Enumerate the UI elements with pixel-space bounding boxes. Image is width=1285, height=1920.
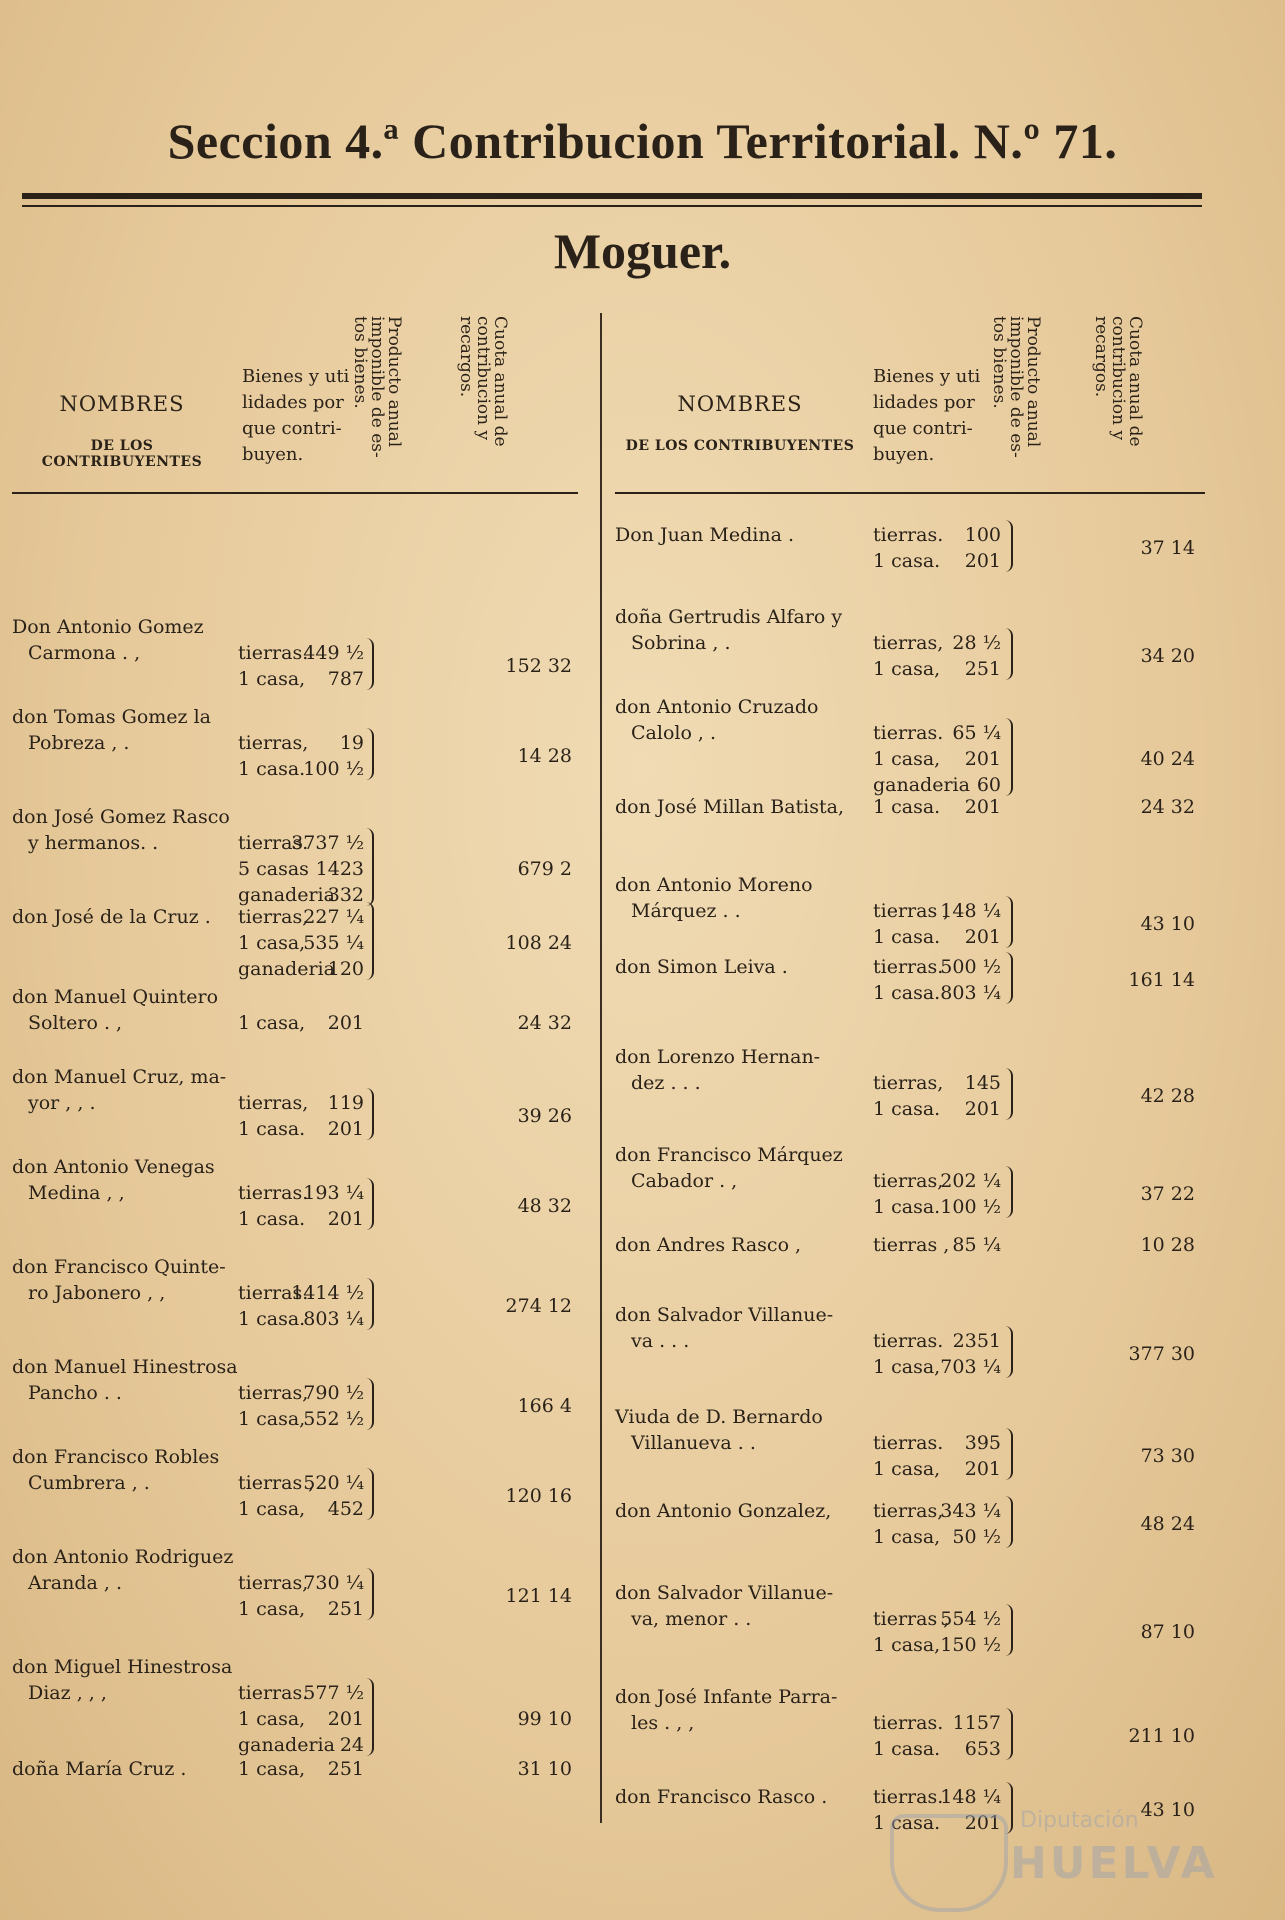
taxable-value: 150 ½ [940,1634,1001,1656]
asset-item: 1 casa. [238,1208,306,1230]
brace-mark [1005,718,1013,796]
header-bienes [242,364,349,468]
taxable-value: 653 [964,1738,1001,1760]
taxable-value: 790 ½ [303,1382,364,1404]
taxable-value: 85 ¼ [952,1234,1001,1256]
brace-mark [366,828,374,906]
asset-item: tierras. [873,1712,944,1734]
taxable-value: 201 [964,1812,1001,1834]
taxable-value: 201 [964,1098,1001,1120]
annual-quota: 161 14 [1128,969,1195,991]
taxable-value: 2351 [952,1330,1001,1352]
taxable-value: 251 [964,658,1001,680]
table-row [615,1580,1205,1658]
taxable-value: 119 [327,1092,364,1114]
asset-item: tierras. [873,956,944,978]
table-row [615,604,1205,682]
taxable-value: 202 ¼ [940,1170,1001,1192]
asset-item: 1 casa, [238,1598,306,1620]
contributor-name: don Antonio Rodriguez [12,1546,234,1568]
taxable-value: 535 ¼ [303,932,364,954]
table-row [615,872,1205,950]
annual-quota: 40 24 [1140,748,1195,770]
asset-item: 1 casa. [238,758,306,780]
asset-item: tierras. [238,1682,309,1704]
watermark-line2: HUELVA [1010,1838,1218,1889]
header-cuota-line: recargos. [1091,316,1111,398]
contributor-name: Pobreza , . [28,732,130,754]
annual-quota: 42 28 [1140,1085,1195,1107]
annual-quota: 48 24 [1140,1513,1195,1535]
taxable-value: 201 [964,1458,1001,1480]
asset-item: tierras. [238,1182,309,1204]
table-row [615,694,1205,798]
taxable-value: 520 ¼ [303,1472,364,1494]
contributor-name: Villanueva . . [631,1432,756,1454]
contributor-name: Carmona . , [28,642,141,664]
taxable-value: 145 [964,1072,1001,1094]
header-cuota [456,316,510,492]
contributor-name: don Antonio Cruzado [615,696,819,718]
asset-item: 5 casas [238,858,309,880]
table-row [12,704,578,782]
contributor-name: don José de la Cruz . [12,906,211,928]
taxable-value: 201 [964,796,1001,818]
brace-mark [1005,1068,1013,1120]
asset-item: ganaderia [238,1734,335,1756]
contributor-name: don Francisco Rasco . [615,1786,828,1808]
header-bienes-line: Bienes y uti [242,366,350,387]
taxable-value: 803 ¼ [940,982,1001,1004]
asset-item: 1 casa, [238,1498,306,1520]
taxable-value: 50 ½ [952,1526,1001,1548]
left-table-header [12,310,578,494]
taxable-value: 201 [327,1012,364,1034]
brace-mark [1005,1496,1013,1548]
contributor-name: don Francisco Robles [12,1446,220,1468]
asset-item: 1 casa. [873,982,941,1004]
brace-mark [1005,628,1013,680]
taxable-value: 1414 ½ [291,1282,364,1304]
annual-quota: 166 4 [517,1395,572,1417]
contributor-name: Don Juan Medina . [615,524,794,546]
taxable-value: 201 [327,1208,364,1230]
contributor-name: va, menor . . [631,1608,752,1630]
table-row [615,1142,1205,1220]
annual-quota: 377 30 [1128,1343,1195,1365]
contributor-name: Viuda de D. Bernardo [615,1406,823,1428]
header-rule-thin [22,205,1202,207]
annual-quota: 120 16 [505,1485,572,1507]
taxable-value: 148 ¼ [940,1786,1001,1808]
contributor-name: doña María Cruz . [12,1758,187,1780]
contributor-name: yor , , . [28,1092,96,1114]
asset-item: tierras. [873,524,944,546]
taxable-value: 28 ½ [952,632,1001,654]
header-producto-line: tos bienes. [350,316,370,409]
asset-item: 1 casa. [873,550,941,572]
asset-item: 1 casa. [873,1738,941,1760]
brace-mark [1005,896,1013,948]
asset-item: tierras. [873,1330,944,1352]
taxable-value: 100 ½ [940,1196,1001,1218]
asset-item: tierras. [873,1786,944,1808]
taxable-value: 193 ¼ [303,1182,364,1204]
brace-mark [1005,1428,1013,1480]
table-row [615,1232,1205,1258]
asset-item: ganaderia [873,774,970,796]
header-producto [350,316,404,492]
taxable-value: 452 [327,1498,364,1520]
brace-mark [366,1088,374,1140]
asset-item: tierras, [238,906,309,928]
taxable-value: 201 [964,550,1001,572]
contributor-name: don Lorenzo Hernan- [615,1046,821,1068]
asset-item: tierras , [873,1234,950,1256]
contributor-name: Don Antonio Gomez [12,616,204,638]
taxable-value: 201 [964,926,1001,948]
contributor-name: don Manuel Quintero [12,986,219,1008]
header-cuota-line: recargos. [456,316,476,398]
table-row [615,1404,1205,1482]
annual-quota: 43 10 [1140,913,1195,935]
brace-mark [366,1678,374,1756]
asset-item: 1 casa, [873,1526,941,1548]
asset-item: 1 casa. [873,1196,941,1218]
contributor-name: va . . . [631,1330,690,1352]
header-nombres-label: NOMBRES [677,392,803,416]
contributor-name: Soltero . , [28,1012,123,1034]
taxable-value: 730 ¼ [303,1572,364,1594]
header-producto-line: tos bienes. [989,316,1009,409]
contributor-name: doña Gertrudis Alfaro y [615,606,843,628]
header-producto [989,316,1043,492]
contributor-name: Diaz , , , [28,1682,107,1704]
left-table [12,310,578,1780]
taxable-value: 1157 [952,1712,1001,1734]
contributor-name: Pancho . . [28,1382,122,1404]
taxable-value: 24 [339,1734,364,1756]
annual-quota: 37 22 [1140,1183,1195,1205]
asset-item: tierras, [238,1092,309,1114]
contributor-name: ro Jabonero , , [28,1282,166,1304]
header-bienes-line: lidades por [873,392,975,413]
header-bienes-line: que contri- [242,418,342,439]
contributor-name: don Francisco Márquez [615,1144,843,1166]
asset-item: 1 casa. [873,1812,941,1834]
asset-item: 1 casa, [873,1634,941,1656]
header-bienes-line: buyen. [242,444,304,465]
table-row [615,1044,1205,1122]
contributor-name: don Antonio Moreno [615,874,813,896]
asset-item: tierras , [873,1608,950,1630]
annual-quota: 34 20 [1140,645,1195,667]
column-divider [600,313,602,1823]
asset-item: tierras. [873,1432,944,1454]
contributor-name: don Andres Rasco , [615,1234,802,1256]
asset-item: 1 casa. [873,1098,941,1120]
asset-item: tierras, [238,1572,309,1594]
brace-mark [366,1568,374,1620]
table-row [12,1544,578,1622]
annual-quota: 121 14 [505,1585,572,1607]
taxable-value: 227 ¼ [303,906,364,928]
taxable-value: 65 ¼ [952,722,1001,744]
table-row [615,794,1205,820]
table-row [12,1064,578,1142]
taxable-value: 60 [976,774,1001,796]
header-bienes-line: que contri- [873,418,973,439]
table-row [615,1684,1205,1762]
archive-watermark [880,1808,1218,1908]
brace-mark [366,638,374,690]
annual-quota: 39 26 [517,1105,572,1127]
annual-quota: 43 10 [1140,1799,1195,1821]
asset-item: tierras, [873,1072,944,1094]
asset-item: 1 casa, [873,748,941,770]
contributor-name: Calolo , . [631,722,717,744]
contributor-name: les . , , [631,1712,695,1734]
table-row [12,1444,578,1522]
annual-quota: 37 14 [1140,537,1195,559]
brace-mark [366,1468,374,1520]
header-producto-line: Producto anual [1023,316,1043,448]
header-cuota-line: Cuota anual de [490,316,510,447]
taxable-value: 343 ¼ [940,1500,1001,1522]
annual-quota: 274 12 [505,1295,572,1317]
asset-item: ganaderia [238,958,335,980]
header-nombres-label: NOMBRES [59,392,185,416]
taxable-value: 100 ½ [303,758,364,780]
asset-item: tierras, [873,632,944,654]
page-title: Seccion 4.ª Contribucion Territorial. N.º 71. [167,113,1118,169]
brace-mark [366,1278,374,1330]
header-bienes-line: Bienes y uti [873,366,981,387]
asset-item: 1 casa, [238,932,306,954]
brace-mark [366,902,374,980]
brace-mark [1005,1604,1013,1656]
asset-item: 1 casa, [238,1012,306,1034]
asset-item: 1 casa, [238,668,306,690]
brace-mark [366,1378,374,1430]
annual-quota: 679 2 [517,858,572,880]
annual-quota: 211 10 [1128,1725,1195,1747]
asset-item: 1 casa, [238,1408,306,1430]
asset-item: 1 casa, [873,1458,941,1480]
header-producto-line: imponible de es- [1006,316,1026,458]
asset-item: tierras , [238,1472,315,1494]
asset-item: tierras. [238,642,309,664]
asset-item: tierras, [873,1170,944,1192]
contributor-name: don Francisco Quinte- [12,1256,226,1278]
table-row [615,1498,1205,1550]
contributor-name: don Manuel Hinestrosa [12,1356,238,1378]
asset-item: tierras, [238,732,309,754]
asset-item: tierras, [238,1382,309,1404]
brace-mark [1005,520,1013,572]
header-cuota [1091,316,1145,492]
table-row [12,1756,578,1782]
taxable-value: 552 ½ [303,1408,364,1430]
asset-item: 1 casa, [873,658,941,680]
annual-quota: 73 30 [1140,1445,1195,1467]
taxable-value: 3737 ½ [291,832,364,854]
shield-icon [890,1814,1008,1912]
asset-item: tierras. [873,722,944,744]
table-row [12,1654,578,1758]
annual-quota: 10 28 [1140,1234,1195,1256]
contributor-name: don José Infante Parra- [615,1686,838,1708]
annual-quota: 48 32 [517,1195,572,1217]
watermark-line1: Diputación [1020,1808,1139,1833]
annual-quota: 99 10 [517,1708,572,1730]
asset-item: 1 casa, [873,1356,941,1378]
table-row [615,1302,1205,1380]
contributor-name: Aranda , . [28,1572,123,1594]
taxable-value: 449 ½ [303,642,364,664]
asset-item: tierras. [238,1282,309,1304]
annual-quota: 24 32 [1140,796,1195,818]
brace-mark [366,1178,374,1230]
asset-item: 1 casa. [238,1118,306,1140]
contributor-name: don Miguel Hinestrosa [12,1656,233,1678]
header-contribuyentes-label: DE LOS CONTRIBUYENTES [625,438,855,454]
taxable-value: 577 ½ [303,1682,364,1704]
contributor-name: dez . . . [631,1072,701,1094]
contributor-name: don José Gomez Rasco [12,806,230,828]
header-contribuyentes-label: DE LOS CONTRIBUYENTES [41,438,203,470]
asset-item: 1 casa. [873,796,941,818]
annual-quota: 31 10 [517,1758,572,1780]
header-producto-line: Producto anual [384,316,404,448]
town-heading: Moguer. [553,223,732,279]
contributor-name: don Simon Leiva . [615,956,788,978]
contributor-name: don Antonio Venegas [12,1156,215,1178]
taxable-value: 201 [964,748,1001,770]
contributor-name: don José Millan Batista, [615,796,845,818]
table-row [12,904,578,982]
contributor-name: Sobrina , . [631,632,731,654]
taxable-value: 554 ½ [940,1608,1001,1630]
annual-quota: 152 32 [505,655,572,677]
brace-mark [366,728,374,780]
taxable-value: 395 [964,1432,1001,1454]
contributor-name: Márquez . . [631,900,741,922]
contributor-name: don Salvador Villanue- [615,1304,834,1326]
annual-quota: 87 10 [1140,1621,1195,1643]
annual-quota: 14 28 [517,745,572,767]
table-row [12,614,578,692]
asset-item: 1 casa. [238,1308,306,1330]
taxable-value: 332 [327,884,364,906]
table-row [615,522,1205,574]
contributor-name: Cabador . , [631,1170,738,1192]
header-nombres [615,392,865,454]
contributor-name: Medina , , [28,1182,125,1204]
table-row [12,984,578,1036]
table-row [615,954,1205,1006]
asset-item: 1 casa, [238,1708,306,1730]
right-table-header [615,310,1205,494]
taxable-value: 251 [327,1758,364,1780]
header-producto-line: imponible de es- [367,316,387,458]
annual-quota: 24 32 [517,1012,572,1034]
header-bienes [873,364,980,468]
contributor-name: Cumbrera , . [28,1472,150,1494]
asset-item: tierras. [238,832,309,854]
asset-item: tierras , [873,900,950,922]
table-row [12,1154,578,1232]
header-bienes-line: lidades por [242,392,344,413]
asset-item: tierras, [873,1500,944,1522]
brace-mark [1005,952,1013,1004]
taxable-value: 803 ¼ [303,1308,364,1330]
brace-mark [1005,1708,1013,1760]
contributor-name: don Antonio Gonzalez, [615,1500,832,1522]
asset-item: ganaderia [238,884,335,906]
asset-item: 1 casa, [238,1758,306,1780]
taxable-value: 251 [327,1598,364,1620]
header-nombres [12,392,232,470]
table-row [12,1254,578,1332]
table-row [12,804,578,908]
contributor-name: don Manuel Cruz, ma- [12,1066,227,1088]
taxable-value: 703 ¼ [940,1356,1001,1378]
header-cuota-line: contribucion y [473,316,493,441]
asset-item: 1 casa. [873,926,941,948]
taxable-value: 201 [327,1708,364,1730]
taxable-value: 19 [339,732,364,754]
taxable-value: 500 ½ [940,956,1001,978]
header-cuota-line: contribucion y [1108,316,1128,441]
header-cuota-line: Cuota anual de [1125,316,1145,447]
taxable-value: 1423 [315,858,364,880]
annual-quota: 108 24 [505,932,572,954]
header-rule-thick [22,193,1202,199]
table-row [12,1354,578,1432]
taxable-value: 120 [327,958,364,980]
contributor-name: y hermanos. . [28,832,159,854]
brace-mark [1005,1326,1013,1378]
header-bienes-line: buyen. [873,444,935,465]
taxable-value: 100 [964,524,1001,546]
contributor-name: don Salvador Villanue- [615,1582,834,1604]
brace-mark [1005,1166,1013,1218]
taxable-value: 787 [327,668,364,690]
taxable-value: 148 ¼ [940,900,1001,922]
taxable-value: 201 [327,1118,364,1140]
contributor-name: don Tomas Gomez la [12,706,211,728]
